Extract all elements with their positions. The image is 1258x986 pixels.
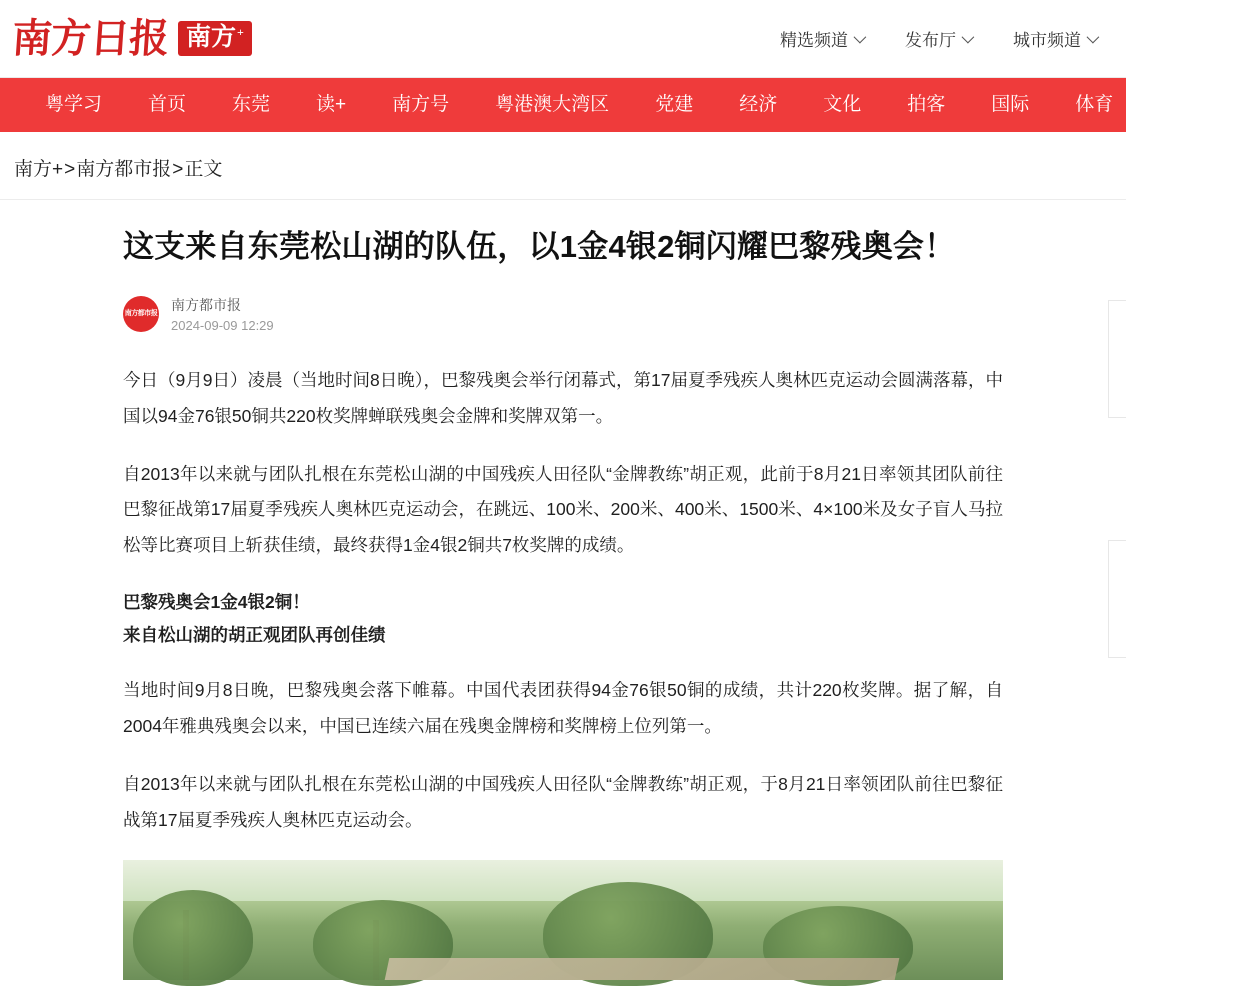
chevron-down-icon xyxy=(962,31,975,44)
breadcrumb-separator: > xyxy=(172,159,184,180)
nav-item-party-building[interactable]: 党建 xyxy=(655,94,694,115)
article-timestamp: 2024-09-09 12:29 xyxy=(171,317,274,333)
site-logo[interactable] xyxy=(10,15,252,61)
header-nav xyxy=(780,26,1096,51)
nav-item-yuexuexi[interactable]: 粤学习 xyxy=(45,94,103,115)
side-panel-top xyxy=(1108,300,1126,418)
photo-tree xyxy=(133,890,253,986)
article-paragraph: 当地时间9月8日晚，巴黎残奥会落下帷幕。中国代表团获得94金76银50铜的成绩，共计220枚奖牌。据了解，自2004年雅典残奥会以来，中国已连续六届在残奥金牌榜和奖牌榜上位列第一。 xyxy=(123,679,1003,736)
breadcrumb-item-nanfang-metropolis-daily[interactable]: 南方都市报 xyxy=(76,159,172,180)
breadcrumb-separator: > xyxy=(64,159,76,180)
nav-item-duplus[interactable]: 读+ xyxy=(316,94,347,115)
photo-path xyxy=(385,958,900,980)
header-nav-label: 精选频道 xyxy=(780,31,848,50)
article-byline xyxy=(123,295,1003,333)
header-nav-item-city-channels[interactable] xyxy=(1013,26,1096,51)
page-title: 这支来自东莞松山湖的队伍，以1金4银2铜闪耀巴黎残奥会！ xyxy=(123,229,956,264)
article-subheading-line2: 来自松山湖的胡正观团队再创佳绩 xyxy=(123,624,386,645)
header-nav-item-press-hall[interactable] xyxy=(905,26,971,51)
header-nav-item-featured-channels[interactable] xyxy=(780,26,863,51)
logo-badge-plus: + xyxy=(237,24,244,39)
side-panel-bottom xyxy=(1108,540,1126,658)
nav-item-international[interactable]: 国际 xyxy=(991,94,1030,115)
avatar: 南方都市报 xyxy=(123,296,159,332)
article-source[interactable]: 南方都市报 xyxy=(171,296,241,313)
nav-item-culture[interactable]: 文化 xyxy=(823,94,862,115)
nav-item-home[interactable]: 首页 xyxy=(148,94,187,115)
nav-item-nanfanghao[interactable]: 南方号 xyxy=(392,94,450,115)
logo-badge xyxy=(178,21,252,56)
article-subheading xyxy=(123,586,1003,651)
breadcrumb xyxy=(0,132,1126,200)
breadcrumb-item-nanfang[interactable]: 南方+ xyxy=(14,159,64,180)
chevron-down-icon xyxy=(1087,31,1100,44)
site-header xyxy=(0,0,1126,78)
photo-sky xyxy=(123,860,1003,901)
nav-item-paike[interactable]: 拍客 xyxy=(907,94,946,115)
article-photo xyxy=(123,860,1003,980)
header-nav-label: 城市频道 xyxy=(1013,31,1081,50)
article-subheading-line1: 巴黎残奥会1金4银2铜！ xyxy=(123,592,310,613)
article xyxy=(123,200,1003,980)
page-body xyxy=(0,200,1126,960)
article-paragraph: 今日（9月9日）凌晨（当地时间8日晚），巴黎残奥会举行闭幕式，第17届夏季残疾人奥林匹克运动会圆满落幕，中国以94金76银50铜共220枚奖牌蝉联残奥会金牌和奖牌双第一。 xyxy=(123,369,1003,426)
nav-item-greater-bay-area[interactable]: 粤港澳大湾区 xyxy=(495,94,610,115)
nav-item-sports[interactable]: 体育 xyxy=(1075,94,1114,115)
chevron-down-icon xyxy=(854,31,867,44)
header-nav-label: 发布厅 xyxy=(905,31,956,50)
nav-item-dongguan[interactable]: 东莞 xyxy=(232,94,271,115)
nav-item-economy[interactable]: 经济 xyxy=(739,94,778,115)
logo-badge-text: 南方 xyxy=(186,24,237,51)
main-navigation xyxy=(0,78,1236,132)
nav-item-nanfang-media[interactable]: 南方报业 xyxy=(1159,94,1236,115)
breadcrumb-item-current: 正文 xyxy=(184,159,223,180)
logo-text: 南方日报 xyxy=(10,15,170,61)
article-paragraph: 自2013年以来就与团队扎根在东莞松山湖的中国残疾人田径队“金牌教练”胡正观，于8月21日率领团队前往巴黎征战第17届夏季残疾人奥林匹克运动会。 xyxy=(123,773,1003,830)
article-paragraph: 自2013年以来就与团队扎根在东莞松山湖的中国残疾人田径队“金牌教练”胡正观，此前于8月21日率领其团队前往巴黎征战第17届夏季残疾人奥林匹克运动会，在跳远、100米、200米、400米、1500米、4×100米及女子盲人马拉松等比赛项目上斩获佳绩，最终获得1金4银2铜共7枚奖牌的成绩。 xyxy=(123,463,1003,556)
